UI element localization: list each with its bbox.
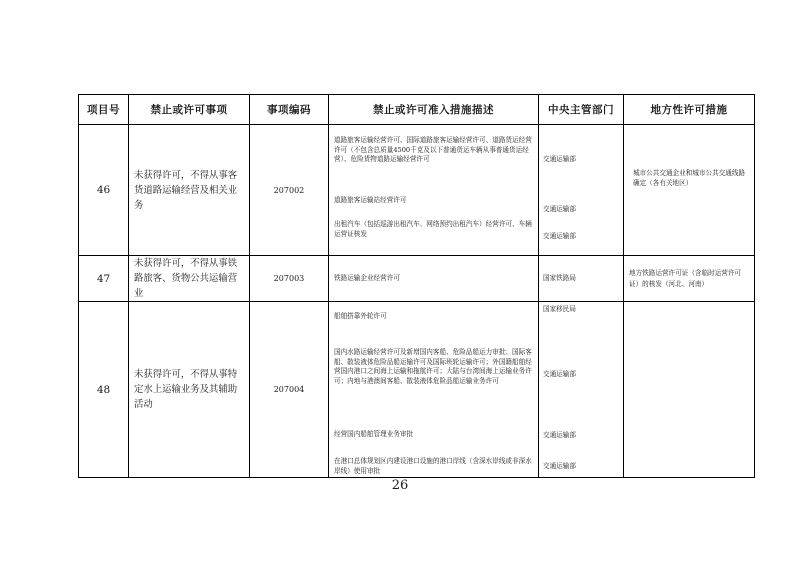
row-measures bbox=[329, 302, 539, 478]
department: 交通运输部 bbox=[543, 232, 576, 241]
row-item: 未获得许可，不得从事特定水上运输业务及其辅助活动 bbox=[129, 302, 250, 478]
department: 交通运输部 bbox=[543, 204, 576, 213]
row-local-measure bbox=[624, 302, 755, 478]
measure-description: 国内水路运输经营许可及新增国内客船、危险品船运力审批；国际客船、散装液体危险品船运输许可及国际班轮运输许可；外国籍船舶经营国内港口之间海上运输和拖航许可；大陆与台湾间海上运输业务许可；内地与港澳间客船、散装液体危险品船运输业务许可 bbox=[334, 348, 532, 385]
department: 交通运输部 bbox=[543, 461, 576, 470]
row-local-measure bbox=[624, 125, 755, 256]
row-item: 未获得许可，不得从事铁路旅客、货物公共运输营业 bbox=[129, 256, 250, 302]
header-item-code: 事项编码 bbox=[250, 95, 329, 125]
row-departments bbox=[539, 302, 624, 478]
header-item-name: 禁止或许可事项 bbox=[129, 95, 250, 125]
header-local-measure: 地方性许可措施 bbox=[624, 95, 755, 125]
permit-table bbox=[78, 94, 755, 478]
table-row bbox=[79, 302, 755, 478]
row-code: 207004 bbox=[250, 302, 329, 478]
header-item-number: 项目号 bbox=[79, 95, 129, 125]
row-measures bbox=[329, 256, 539, 302]
row-local-measure bbox=[624, 256, 755, 302]
row-number: 48 bbox=[79, 302, 129, 478]
measure-description: 铁路运输企业经营许可 bbox=[334, 273, 400, 282]
department: 交通运输部 bbox=[543, 369, 576, 378]
table-row bbox=[79, 256, 755, 302]
department: 交通运输部 bbox=[543, 431, 576, 440]
measure-description: 经营国内船舶管理业务审批 bbox=[334, 430, 414, 438]
measure-description: 出租汽车（包括巡游出租汽车、网络预约出租汽车）经营许可、车辆运营证核发 bbox=[334, 220, 532, 238]
local-measure: 地方铁路运营许可证（含临时运营许可证）的核发（河北、河南） bbox=[629, 269, 742, 288]
row-departments bbox=[539, 125, 624, 256]
row-item: 未获得许可，不得从事客货道路运输经营及相关业务 bbox=[129, 125, 250, 256]
measure-description: 在港口总体规划区内建设港口设施的港口岸线（含深水岸线或非深水岸线）使用审批 bbox=[334, 457, 532, 475]
table-header-row bbox=[79, 95, 755, 125]
row-code: 207002 bbox=[250, 125, 329, 256]
row-number: 46 bbox=[79, 125, 129, 256]
row-code: 207003 bbox=[250, 256, 329, 302]
department: 国家移民局 bbox=[543, 305, 576, 313]
measure-description: 船舶搭靠外轮许可 bbox=[334, 312, 387, 320]
header-measure-description: 禁止或许可准入措施描述 bbox=[329, 95, 539, 125]
local-measure: 城市公共交通企业和城市公共交通线路确定（各有关地区） bbox=[633, 169, 746, 187]
measure-description: 道路旅客运输站经营许可 bbox=[334, 196, 407, 204]
page-number: 26 bbox=[391, 478, 409, 493]
row-measures bbox=[329, 125, 539, 256]
department: 交通运输部 bbox=[543, 155, 576, 163]
measure-description: 道路旅客运输经营许可、国际道路旅客运输经营许可、道路货运经营许可（不包含总质量4500千克及以下普通货运车辆从事普通货运经营）、危险货物道路运输经营许可 bbox=[334, 136, 532, 164]
row-number: 47 bbox=[79, 256, 129, 302]
table-row bbox=[79, 125, 755, 256]
row-departments bbox=[539, 256, 624, 302]
department: 国家铁路局 bbox=[543, 273, 576, 282]
header-central-department: 中央主管部门 bbox=[539, 95, 624, 125]
